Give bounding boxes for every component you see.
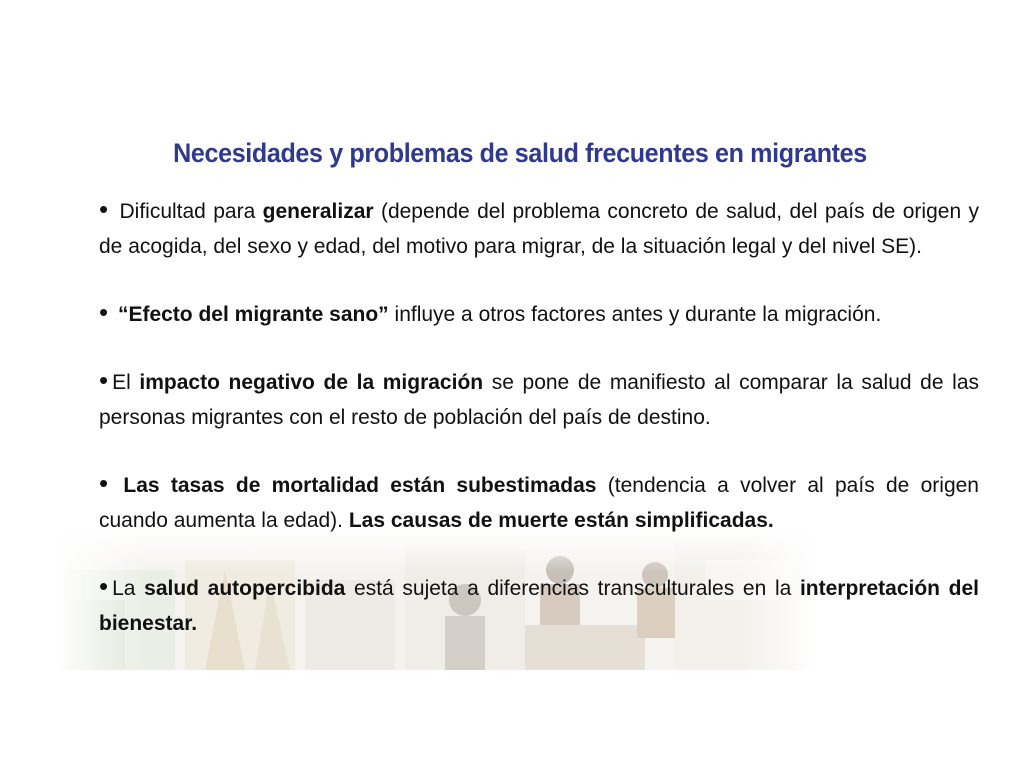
bullet-emphasis: salud autopercibida [144,577,346,600]
bullet-text [112,474,123,497]
bullet-dot-icon: • [99,365,109,395]
bullet-text: está sujeta a diferencias transculturales en la [345,577,800,600]
bullet-text: El [112,371,140,394]
bullet-text: La [112,577,145,600]
bullet-dot-icon: • [99,297,109,327]
bullet-text: Dificultad para [112,200,263,223]
bullet-emphasis: interpretación del bienestar. [99,577,980,635]
bullet-emphasis: Las causas de muerte están simplificadas. [348,509,774,532]
bullet-item [99,365,979,435]
bullet-emphasis: “Efecto del migrante sano” [117,303,389,326]
bullet-emphasis: impacto negativo de la migración [139,371,484,394]
bullet-text: (tendencia a volver al país de origen cuando aumenta la edad). [99,474,979,532]
bullet-emphasis: Las tasas de mortalidad están subestimadas [123,474,597,497]
bullet-item [99,194,979,264]
bullet-text: influye a otros factores antes y durante la migración. [388,303,882,326]
bullet-dot-icon: • [99,468,109,498]
bullet-item [99,297,979,332]
bullet-text: se pone de manifiesto al comparar la salud de las personas migrantes con el resto de población del país de destino. [99,371,980,429]
bullet-item [99,468,979,538]
bullet-text: (depende del problema concreto de salud, del país de origen y de acogida, del sexo y edad, del motivo para migrar, de la situación legal y del nivel SE). [99,200,980,258]
bullet-list [99,194,979,674]
bullet-emphasis: generalizar [262,200,374,223]
bullet-dot-icon: • [99,571,109,601]
bullet-dot-icon: • [99,194,109,224]
slide-title: Necesidades y problemas de salud frecuentes en migrantes [173,138,867,168]
bullet-item [99,571,979,641]
